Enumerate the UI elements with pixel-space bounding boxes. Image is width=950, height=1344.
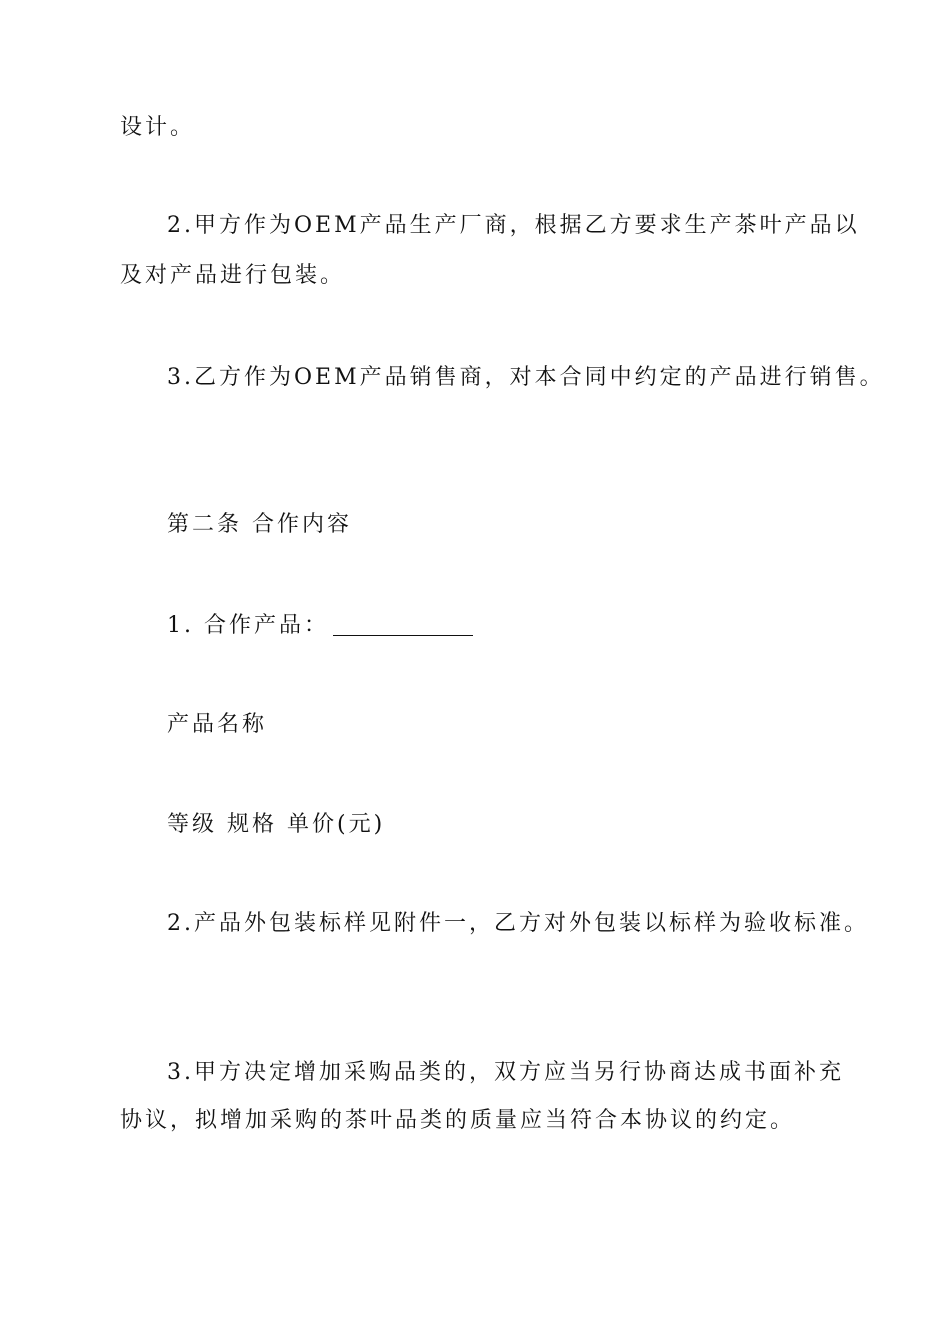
clause-1-2-line-2: 及对产品进行包装。: [120, 263, 346, 288]
grade-spec-price-header: 等级 规格 单价(元): [167, 812, 386, 837]
cooperation-product-blank[interactable]: [333, 613, 473, 636]
clause-2-3-line-1: 3.甲方决定增加采购品类的，双方应当另行协商达成书面补充: [167, 1060, 844, 1085]
clause-2-2: 2.产品外包装标样见附件一，乙方对外包装以标样为验收标准。: [167, 911, 869, 936]
clause-2-3-line-2: 协议，拟增加采购的茶叶品类的质量应当符合本协议的约定。: [120, 1108, 796, 1133]
cooperation-product-row: [167, 611, 473, 641]
product-name-label: 产品名称: [167, 712, 268, 737]
clause-1-2-line-1: 2.甲方作为OEM产品生产厂商，根据乙方要求生产茶叶产品以: [167, 213, 860, 238]
section-heading-article-2: 第二条 合作内容: [167, 512, 352, 537]
cooperation-product-label: 1. 合作产品：: [167, 613, 329, 638]
clause-1-3: 3.乙方作为OEM产品销售商，对本合同中约定的产品进行销售。: [167, 365, 885, 390]
paragraph-line: 设计。: [120, 115, 196, 140]
